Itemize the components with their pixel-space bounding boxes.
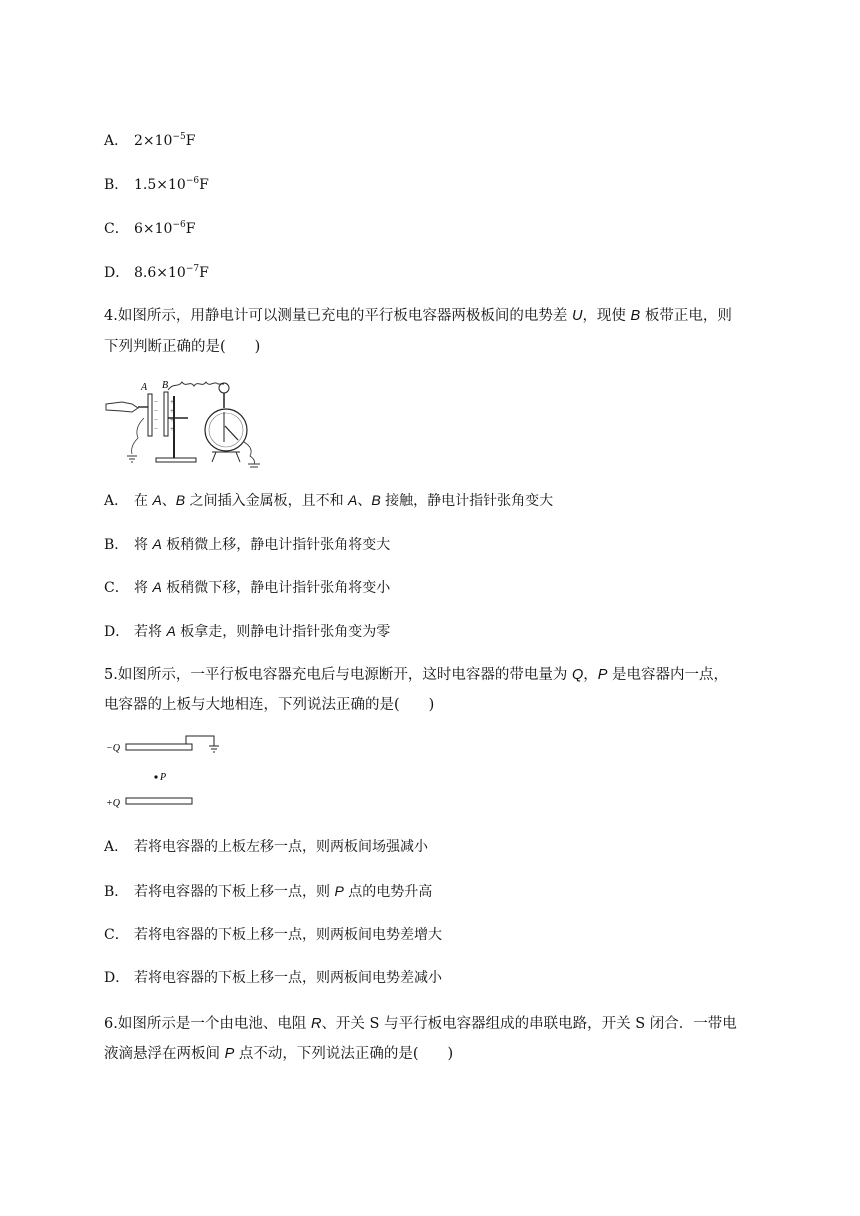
variable: A <box>152 492 162 508</box>
bottom-plate <box>126 798 192 804</box>
option-label: A ． <box>104 491 134 511</box>
text: 4.如图所示，用静电计可以测量已充电的平行板电容器两极板间的电势差 <box>104 308 572 324</box>
text: 板带正电，则 <box>640 308 732 324</box>
q5-stem-line-2: 电容器的上板与大地相连，下列说法正确的是( ) <box>104 697 435 713</box>
variable: B <box>371 492 381 508</box>
option-exponent: −7 <box>185 264 200 274</box>
text: ，现使 <box>582 308 631 324</box>
capacitor-diagram <box>104 734 224 810</box>
text: 板稍微上移，静电计指针张角将变大 <box>161 537 391 553</box>
bottom-plate-label: +Q <box>106 798 120 809</box>
option-label: A ． <box>104 131 134 151</box>
electrometer-needle <box>225 426 238 440</box>
q4-option-d[interactable] <box>104 621 390 642</box>
option-exponent: −6 <box>185 176 200 186</box>
q5-option-c[interactable] <box>104 925 442 945</box>
text: 、 <box>357 493 372 509</box>
q4-option-c[interactable] <box>104 577 390 598</box>
text: 、 <box>161 493 176 509</box>
option-unit: F <box>199 177 209 193</box>
text: 若将电容器的下板上移一点，则两板间电势差增大 <box>134 927 442 943</box>
q4-stem-line-2: 下列判断正确的是( ) <box>104 339 261 355</box>
q4-stem-line-1 <box>104 306 732 326</box>
text: 6.如图所示是一个由电池、电阻 <box>104 1016 311 1032</box>
option-label: B ． <box>104 535 134 555</box>
variable: Q <box>571 667 584 683</box>
svg-text:−: − <box>154 407 158 415</box>
option-label: C ． <box>104 219 134 239</box>
electrometer-diagram <box>104 378 264 470</box>
variable: B <box>630 308 641 324</box>
variable: P <box>334 883 344 899</box>
option-unit: F <box>185 133 196 149</box>
electrometer-case <box>205 409 247 451</box>
option-mantissa: 6×10 <box>134 221 173 237</box>
q5-option-b[interactable] <box>104 881 432 902</box>
text: 将 <box>134 580 153 596</box>
top-plate-label: −Q <box>106 743 120 754</box>
connecting-wire <box>168 382 224 390</box>
q3-option-b[interactable] <box>104 175 209 195</box>
q4-option-b[interactable] <box>104 534 390 555</box>
capacitor-figure <box>104 734 224 810</box>
text: 若将电容器的下板上移一点，则两板间电势差减小 <box>134 970 442 986</box>
plate-a <box>148 394 152 436</box>
variable: B <box>175 492 186 508</box>
variable: A <box>152 579 162 595</box>
text: 板拿走，则静电计指针张角变为零 <box>175 624 391 640</box>
text: 点不动，下列说法正确的是( ) <box>234 1046 454 1062</box>
variable: A <box>166 623 176 639</box>
text: ， <box>583 667 598 683</box>
text: 在 <box>134 493 153 509</box>
plate-b <box>164 392 168 436</box>
q3-option-a[interactable] <box>104 131 195 151</box>
q6-stem-line-1 <box>104 1014 737 1034</box>
option-label: B ． <box>104 175 134 195</box>
q5-stem-line-1 <box>104 665 728 685</box>
option-unit: F <box>185 221 196 237</box>
plate-b-label: B <box>162 380 169 391</box>
point-p <box>154 775 157 778</box>
svg-text:−: − <box>154 398 158 406</box>
ground-wire <box>132 418 144 454</box>
variable: R <box>310 1016 322 1032</box>
q3-option-d[interactable] <box>104 263 209 283</box>
variable: U <box>571 308 583 324</box>
q4-option-a[interactable] <box>104 490 553 511</box>
variable: A <box>152 536 162 552</box>
svg-text:+: + <box>170 425 174 433</box>
option-exponent: −5 <box>172 132 186 142</box>
text: 将 <box>134 537 153 553</box>
stand-base <box>156 458 196 462</box>
option-mantissa: 1.5×10 <box>134 177 186 193</box>
option-unit: F <box>199 265 209 281</box>
text: 5.如图所示，一平行板电容器充电后与电源断开，这时电容器的带电量为 <box>104 667 572 683</box>
text: 之间插入金属板，且不和 <box>185 493 349 509</box>
top-plate <box>126 744 192 750</box>
q5-option-d[interactable] <box>104 968 442 988</box>
option-label: A ． <box>104 837 134 857</box>
text: 液滴悬浮在两板间 <box>104 1046 225 1062</box>
svg-text:+: + <box>170 416 174 424</box>
text: 若将 <box>134 624 167 640</box>
variable: P <box>597 667 608 683</box>
text: 板稍微下移，静电计指针张角将变小 <box>161 580 391 596</box>
q3-option-c[interactable] <box>104 219 195 239</box>
option-label: B ． <box>104 882 134 902</box>
point-p-label: P <box>160 772 167 783</box>
text: 、开关 S 与平行板电容器组成的串联电路，开关 S 闭合．一带电 <box>321 1016 737 1032</box>
text: 若将电容器的下板上移一点，则 <box>134 884 335 900</box>
plate-a-label: A <box>141 382 148 393</box>
text: 点的电势升高 <box>343 884 433 900</box>
text: 是电容器内一点， <box>607 667 729 683</box>
electrometer-capacitor-figure <box>104 378 264 470</box>
svg-text:+: + <box>170 407 174 415</box>
q6-stem-line-2 <box>104 1044 453 1064</box>
variable: A <box>348 492 358 508</box>
svg-text:−: − <box>154 425 158 433</box>
q5-option-a[interactable] <box>104 837 428 857</box>
option-label: D ． <box>104 968 134 988</box>
option-mantissa: 8.6×10 <box>134 265 186 281</box>
option-label: D ． <box>104 263 134 283</box>
svg-text:−: − <box>154 416 158 424</box>
variable: P <box>224 1046 235 1062</box>
option-exponent: −6 <box>172 220 186 230</box>
text: 若将电容器的上板左移一点，则两板间场强减小 <box>134 839 428 855</box>
option-mantissa: 2×10 <box>134 133 173 149</box>
option-label: D ． <box>104 622 134 642</box>
svg-text:+: + <box>170 398 174 406</box>
option-label: C ． <box>104 925 134 945</box>
option-label: C ． <box>104 578 134 598</box>
hand-icon <box>106 402 138 412</box>
text: 接触，静电计指针张角变大 <box>380 493 554 509</box>
